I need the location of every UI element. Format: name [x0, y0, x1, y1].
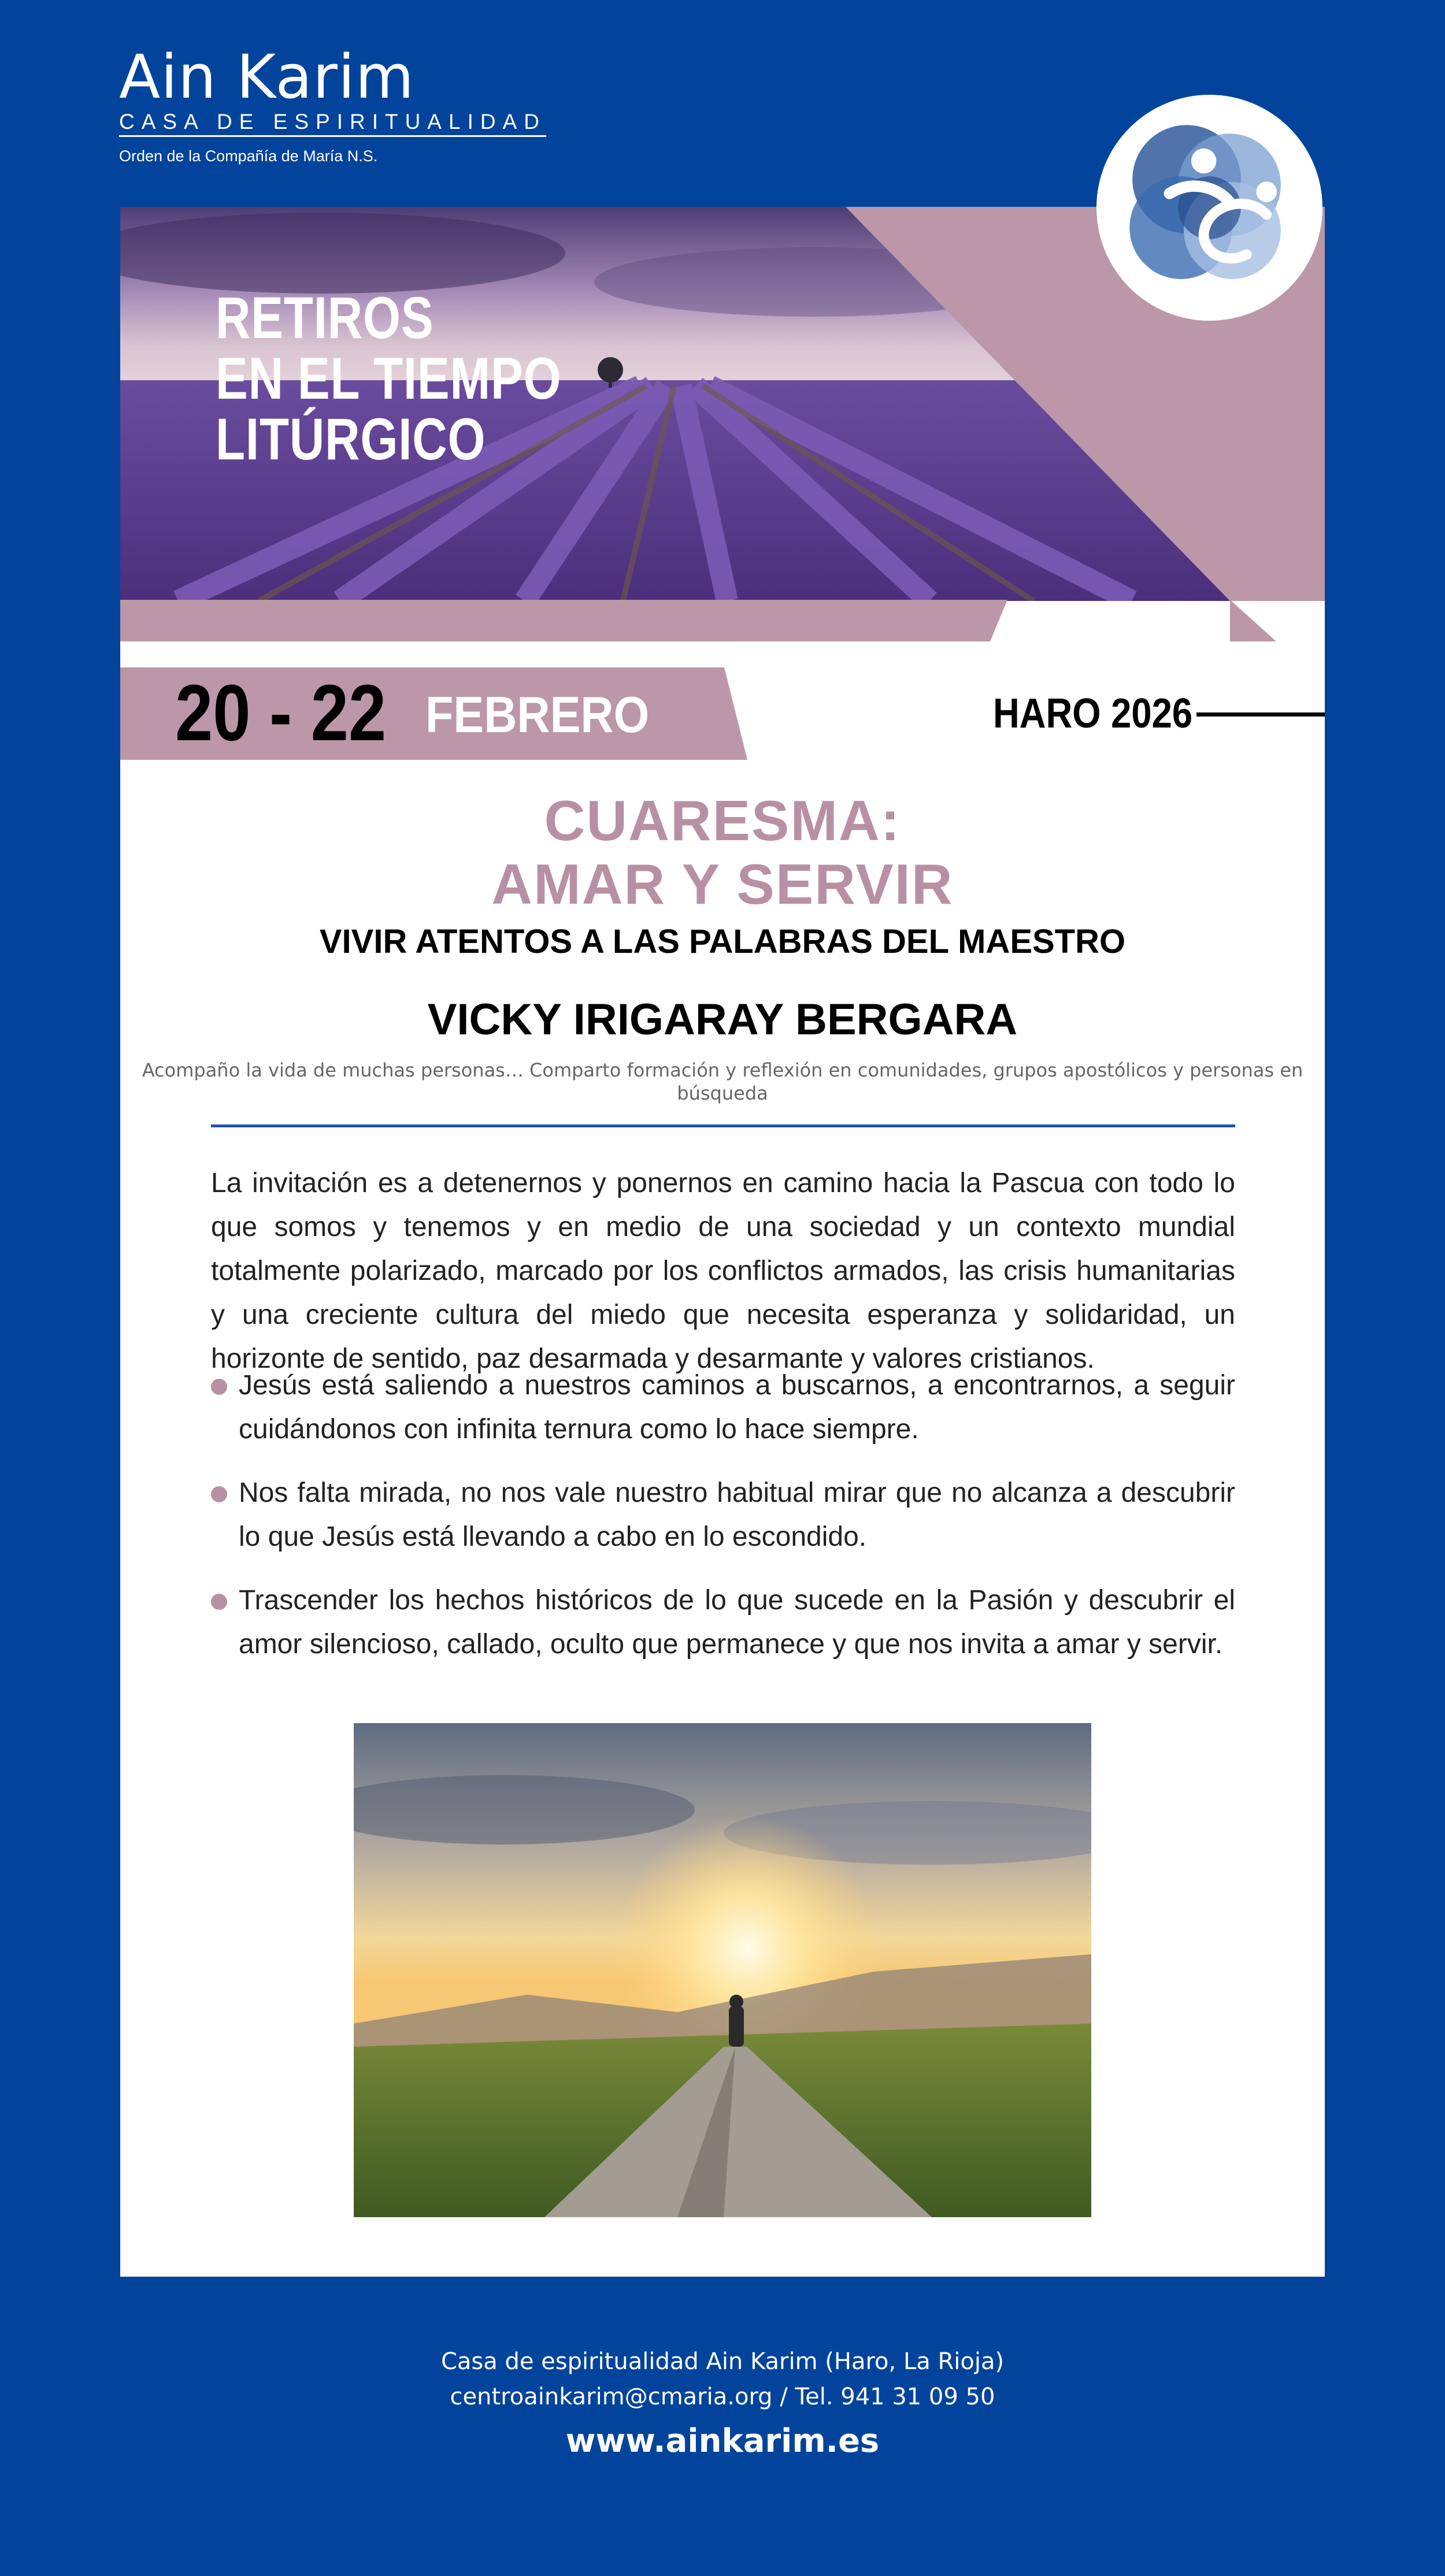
brand-name: Ain Karim [119, 42, 415, 112]
date-row [120, 667, 1325, 760]
bullet-list [211, 1364, 1235, 1686]
author-name: VICKY IRIGARAY BERGARA [427, 995, 1018, 1044]
footer-contact: centroainkarim@cmaria.org / Tel. 941 31 09 50 [450, 2384, 995, 2410]
brand-header [119, 42, 546, 165]
date-month: FEBRERO [425, 686, 650, 743]
footer-website-link[interactable]: www.ainkarim.es [565, 2422, 880, 2460]
footer-address: Casa de espiritualidad Ain Karim (Haro, La Rioja) [440, 2348, 1005, 2375]
date-days: 20 - 22 [175, 669, 387, 758]
hero-title: RETIROS EN EL TIEMPO LITÚRGICO [216, 285, 562, 472]
bullet-dot-icon [211, 1486, 227, 1502]
retreat-title: CUARESMA: AMAR Y SERVIR [491, 789, 954, 916]
place-divider-line [1196, 712, 1325, 717]
place-year: HARO 2026 [993, 691, 1193, 737]
section-divider [211, 1124, 1235, 1127]
list-item: Jesús está saliendo a nuestros caminos a buscarnos, a encontrarnos, a seguir cuidándonos con infinita ternura como lo hace siempre. [211, 1364, 1235, 1452]
author-description: Acompaño la vida de muchas personas… Comparto formación y reflexión en comunidades, grupos apostólicos y personas en búsqueda [142, 1059, 1303, 1104]
intro-paragraph: La invitación es a detenernos y ponernos en camino hacia la Pascua con todo lo que somos y tenemos y en medio de una sociedad y un contexto mundial totalmente polarizado, marcado por los conflictos armados, las crisis humanitarias y una creciente cultura del miedo que necesita esperanza y solidaridad, un horizonte de sentido, paz desarmada y desarmante y valores cristianos. [211, 1168, 1235, 1374]
bullet-dot-icon [211, 1594, 227, 1610]
brand-order: Orden de la Compañía de María N.S. [119, 147, 378, 165]
bullet-dot-icon [211, 1379, 227, 1395]
list-item: Trascender los hechos históricos de lo que sucede en la Pasión y descubrir el amor silencioso, callado, oculto que permanece y que nos invita a amar y servir. [211, 1579, 1235, 1666]
sunset-path-image [354, 1723, 1091, 2217]
ain-karim-logo-emblem [1095, 94, 1324, 322]
brand-subtitle: CASA DE ESPIRITUALIDAD [119, 110, 546, 137]
hero-bottom-band [120, 600, 1325, 641]
retreat-subtitle: VIVIR ATENTOS A LAS PALABRAS DEL MAESTRO [319, 923, 1126, 960]
list-item: Nos falta mirada, no nos vale nuestro habitual mirar que no alcanza a descubrir lo que Jesús está llevando a cabo en lo escondido. [211, 1471, 1235, 1559]
